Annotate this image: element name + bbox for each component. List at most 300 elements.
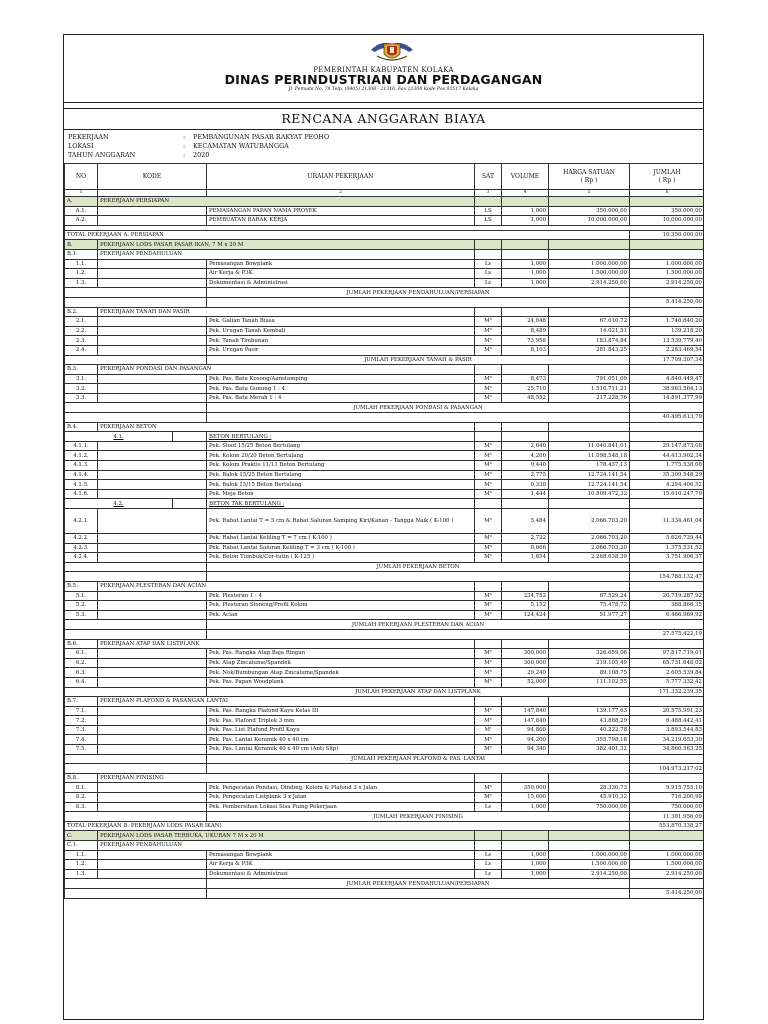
- item-code: [98, 610, 207, 620]
- item-description: Pek. Pas. Batu Kosong/Aanstamping: [207, 374, 475, 384]
- item-description: Air Kerja & P3K: [207, 860, 475, 870]
- item-unit: Ls: [475, 869, 502, 879]
- empty-cell: [173, 499, 207, 509]
- item-number: 1.2.: [65, 269, 98, 279]
- item-unit: Ls: [475, 278, 502, 288]
- item-unit: M³: [475, 345, 502, 355]
- item-total: 13.539.779,40: [630, 336, 705, 346]
- subtotal-label: JUMLAH PEKERJAAN ATAP DAN LISTPLANK: [207, 687, 630, 697]
- empty-cell: [475, 841, 502, 851]
- empty-cell: [502, 307, 549, 317]
- item-description: Pek. Tanah Timbunan: [207, 336, 475, 346]
- column-number: 6: [630, 190, 705, 197]
- empty-cell: [475, 432, 502, 442]
- item-volume: 1,654: [502, 553, 549, 563]
- project-year-row: [64, 151, 703, 160]
- item-number: 7.2.: [65, 716, 98, 726]
- item-description: Pek. Acian: [207, 610, 475, 620]
- item-code: [98, 480, 207, 490]
- item-description: Pek. Rabat Lantai Saluran Keliling T = 3 cm ( K-100 ): [207, 543, 475, 553]
- section-number: C.: [65, 831, 98, 841]
- item-description: Pek. Pengecatan Listplank 3 x Jalan: [207, 793, 475, 803]
- item-unit: M²: [475, 393, 502, 403]
- item-description: Pek. Pembersihan Lokasi Sisa Puing Pekerjaan: [207, 802, 475, 812]
- empty-cell: [630, 581, 705, 591]
- group-number: 4.2.: [65, 499, 173, 509]
- item-volume: 147,840: [502, 716, 549, 726]
- item-unit: Ls: [475, 802, 502, 812]
- item-unit-price: 12.724.141,54: [549, 480, 630, 490]
- subtotal-value: 11.381.956,09: [630, 812, 705, 822]
- group-row: [65, 432, 705, 442]
- subsection-row: [65, 307, 705, 317]
- item-unit-price: 791.051,09: [549, 374, 630, 384]
- item-number: 1.2.: [65, 860, 98, 870]
- item-unit: M': [475, 725, 502, 735]
- item-description: Pek. Atap Zincalume/Spandek: [207, 658, 475, 668]
- item-volume: 29,240: [502, 668, 549, 678]
- item-code: [98, 336, 207, 346]
- item-code: [98, 553, 207, 563]
- location-colon: :: [183, 142, 186, 150]
- item-number: 6.2.: [65, 658, 98, 668]
- document-sheet: [63, 34, 704, 1020]
- subtotal-row: [65, 879, 705, 889]
- item-unit: Ls: [475, 860, 502, 870]
- subsection-row: [65, 422, 705, 432]
- empty-cell: [475, 499, 502, 509]
- subtotal-value: 40.495.613,79: [630, 413, 705, 423]
- table-row: [65, 793, 705, 803]
- empty-cell: [502, 639, 549, 649]
- item-unit: M³: [475, 543, 502, 553]
- item-volume: 73,958: [502, 336, 549, 346]
- table-row: [65, 735, 705, 745]
- table-row: [65, 441, 705, 451]
- empty-cell: [549, 422, 630, 432]
- job-value: PEMBANGUNAN PASAR RAKYAT PEOHO: [193, 133, 330, 141]
- empty-cell: [65, 355, 207, 365]
- item-unit-price: 281.843,25: [549, 345, 630, 355]
- item-volume: 300,000: [502, 649, 549, 659]
- subtotal-label: [207, 297, 630, 307]
- table-row: [65, 706, 705, 716]
- item-description: Pek. Pas. Papan Woodplank: [207, 677, 475, 687]
- item-total: 14.891.377,99: [630, 393, 705, 403]
- subsection-title: PEKERJAAN PLESTERAN DAN ACIAN: [98, 581, 475, 591]
- item-total: 5.626.739,44: [630, 534, 705, 544]
- table-row: [65, 610, 705, 620]
- item-unit-price: 2.914.250,00: [549, 278, 630, 288]
- item-description: Pek. Balok 15/15 Beton Bertulang: [207, 480, 475, 490]
- item-total: 5.777.332,42: [630, 677, 705, 687]
- item-unit-price: 1.000.000,00: [549, 850, 630, 860]
- total-label: TOTAL PEKERJAAN A. PERSIAPAN: [65, 230, 630, 240]
- empty-cell: [65, 764, 207, 774]
- item-unit-price: 217.228,76: [549, 393, 630, 403]
- table-row: [65, 850, 705, 860]
- item-code: [98, 649, 207, 659]
- subtotal-value: 154.788.132,47: [630, 572, 705, 582]
- subsection-title: PEKERJAAN FINISING: [98, 773, 475, 783]
- total-value: 10.350.000,00: [630, 230, 705, 240]
- subtotal-label: [207, 629, 630, 639]
- header-no: NO: [65, 164, 98, 190]
- subtotal-row: [65, 297, 705, 307]
- empty-cell: [65, 879, 207, 889]
- item-number: 4.1.6.: [65, 489, 98, 499]
- item-unit: M²: [475, 706, 502, 716]
- item-total: 38.963.564,13: [630, 384, 705, 394]
- empty-cell: [630, 249, 705, 259]
- table-row: [65, 489, 705, 499]
- subsection-number: B.7.: [65, 697, 98, 707]
- item-unit-price: 67.010,72: [549, 317, 630, 327]
- item-volume: 52,000: [502, 677, 549, 687]
- item-number: 1.3.: [65, 869, 98, 879]
- header-unit-price: HARGA SATUAN ( Rp ): [549, 164, 630, 190]
- agency-address: Jl. Pemuda No. 78 Telp. (0405) 21308 - 21316, Fax 21308 Kode Pos 93517 Kolaka: [288, 87, 479, 92]
- empty-cell: [502, 240, 549, 250]
- subtotal-value: 104.973.217,02: [630, 764, 705, 774]
- empty-cell: [630, 422, 705, 432]
- subsection-title: PEKERJAAN PLAFOND & PASANGAN LANTAI: [98, 697, 475, 707]
- item-description: Pek. Plesteran Sloneng/Profil Kolom: [207, 601, 475, 611]
- empty-cell: [65, 754, 207, 764]
- item-volume: 2,722: [502, 534, 549, 544]
- item-description: Pek. Meja Beton: [207, 489, 475, 499]
- budget-table-body: [65, 197, 705, 899]
- item-volume: 5,484: [502, 509, 549, 534]
- item-code: [98, 278, 207, 288]
- item-number: 3.1.: [65, 374, 98, 384]
- item-volume: 94,800: [502, 725, 549, 735]
- item-code: [98, 393, 207, 403]
- table-row: [65, 374, 705, 384]
- item-number: 7.4.: [65, 735, 98, 745]
- item-description: Dokumentasi & Administrasi: [207, 278, 475, 288]
- item-volume: 1,444: [502, 489, 549, 499]
- item-code: [98, 735, 207, 745]
- empty-cell: [630, 499, 705, 509]
- item-number: 8.1.: [65, 783, 98, 793]
- empty-cell: [65, 620, 207, 630]
- item-code: [98, 216, 207, 226]
- item-total: 388.866,35: [630, 601, 705, 611]
- subtotal-label: JUMLAH PEKERJAAN PONDASI & PASANGAN: [207, 403, 630, 413]
- item-volume: 2,640: [502, 441, 549, 451]
- empty-cell: [65, 562, 207, 572]
- item-description: Pek. Pas. Lantai Keramik 40 x 40 cm: [207, 735, 475, 745]
- empty-cell: [630, 639, 705, 649]
- empty-cell: [630, 773, 705, 783]
- item-unit-price: 2.268.638,39: [549, 553, 630, 563]
- item-unit: M³: [475, 384, 502, 394]
- section-title: PEKERJAAN LODS PASAR PASAR IKAN, 7 M x 20 M: [98, 240, 475, 250]
- item-unit: M³: [475, 668, 502, 678]
- item-total: 6.466.969,92: [630, 610, 705, 620]
- column-number: 4: [502, 190, 549, 197]
- subsection-row: [65, 773, 705, 783]
- empty-cell: [549, 581, 630, 591]
- item-code: [98, 716, 207, 726]
- item-total: 34.219.653,30: [630, 735, 705, 745]
- table-row: [65, 269, 705, 279]
- item-unit: M³: [475, 326, 502, 336]
- item-code: [98, 860, 207, 870]
- empty-cell: [65, 687, 207, 697]
- item-unit: M²: [475, 658, 502, 668]
- item-unit-price: 2.066.703,20: [549, 543, 630, 553]
- item-unit: M³: [475, 461, 502, 471]
- empty-cell: [630, 697, 705, 707]
- empty-cell: [475, 831, 502, 841]
- item-volume: 94,340: [502, 745, 549, 755]
- table-row: [65, 716, 705, 726]
- column-number: 3: [475, 190, 502, 197]
- empty-cell: [549, 841, 630, 851]
- table-row: [65, 601, 705, 611]
- header-volume: VOLUME: [502, 164, 549, 190]
- item-code: [98, 451, 207, 461]
- subtotal-row: [65, 413, 705, 423]
- item-unit-price: 43.888,29: [549, 716, 630, 726]
- item-description: Pek. Pas. Batu Gunung 1 : 4: [207, 384, 475, 394]
- subsection-number: B.5.: [65, 581, 98, 591]
- item-volume: 1,000: [502, 802, 549, 812]
- item-volume: 25,710: [502, 384, 549, 394]
- item-code: [98, 269, 207, 279]
- empty-cell: [549, 697, 630, 707]
- table-row: [65, 668, 705, 678]
- subtotal-row: [65, 620, 705, 630]
- item-volume: 9,440: [502, 461, 549, 471]
- subtotal-value: [630, 879, 705, 889]
- item-code: [98, 509, 207, 534]
- item-code: [98, 706, 207, 716]
- item-unit-price: 355.798,18: [549, 735, 630, 745]
- item-total: 3.893.544,83: [630, 725, 705, 735]
- empty-cell: [475, 307, 502, 317]
- item-unit-price: 750.000,00: [549, 802, 630, 812]
- empty-cell: [549, 639, 630, 649]
- item-code: [98, 677, 207, 687]
- item-volume: 0,666: [502, 543, 549, 553]
- item-unit-price: 89.108,75: [549, 668, 630, 678]
- item-volume: 15,600: [502, 793, 549, 803]
- subsection-row: [65, 365, 705, 375]
- item-unit-price: 14.021,51: [549, 326, 630, 336]
- item-unit-price: 40.222,78: [549, 725, 630, 735]
- item-unit-price: 11.098.548,18: [549, 451, 630, 461]
- item-number: 7.5.: [65, 745, 98, 755]
- subtotal-row: [65, 562, 705, 572]
- project-location-row: [64, 142, 703, 151]
- item-code: [98, 725, 207, 735]
- item-unit-price: 51.977,27: [549, 610, 630, 620]
- header-total: JUMLAH ( Rp ): [630, 164, 705, 190]
- item-code: [98, 534, 207, 544]
- item-description: Pek. Pas. Rangka Plafond Kayu Kelas III: [207, 706, 475, 716]
- item-total: 20.575.991,23: [630, 706, 705, 716]
- empty-cell: [549, 773, 630, 783]
- item-number: 5.2.: [65, 601, 98, 611]
- table-row: [65, 345, 705, 355]
- subtotal-label: [207, 888, 630, 898]
- total-value: 553.870.338,27: [630, 821, 705, 831]
- item-code: [98, 461, 207, 471]
- empty-cell: [173, 432, 207, 442]
- table-row: [65, 677, 705, 687]
- subsection-number: B.8.: [65, 773, 98, 783]
- item-number: 6.1.: [65, 649, 98, 659]
- item-number: 1.3.: [65, 278, 98, 288]
- item-unit-price: 12.724.141,54: [549, 470, 630, 480]
- item-total: 65.731.648,02: [630, 658, 705, 668]
- item-total: 3.751.906,37: [630, 553, 705, 563]
- item-total: 35.309.548,29: [630, 470, 705, 480]
- item-unit: LS: [475, 216, 502, 226]
- item-unit: M³: [475, 480, 502, 490]
- item-unit: LS: [475, 206, 502, 216]
- item-volume: 4,200: [502, 451, 549, 461]
- item-code: [98, 489, 207, 499]
- item-code: [98, 850, 207, 860]
- subsection-number: B.2.: [65, 307, 98, 317]
- item-volume: 8,489: [502, 326, 549, 336]
- item-code: [98, 441, 207, 451]
- empty-cell: [65, 629, 207, 639]
- empty-cell: [502, 697, 549, 707]
- subsection-row: [65, 249, 705, 259]
- year-value: 2020: [193, 151, 210, 159]
- item-unit: M²: [475, 783, 502, 793]
- subtotal-row: [65, 687, 705, 697]
- empty-cell: [549, 365, 630, 375]
- item-unit: M³: [475, 317, 502, 327]
- item-volume: 124,424: [502, 610, 549, 620]
- subtotal-value: [630, 288, 705, 298]
- empty-cell: [502, 197, 549, 207]
- item-number: 8.3.: [65, 802, 98, 812]
- item-unit-price: 326.059,06: [549, 649, 630, 659]
- item-unit: Ls: [475, 259, 502, 269]
- item-unit-price: 178.437,13: [549, 461, 630, 471]
- item-unit-price: 219.105,49: [549, 658, 630, 668]
- item-volume: 1,000: [502, 860, 549, 870]
- item-total: 11.334.461,04: [630, 509, 705, 534]
- subtotal-value: 5.414.250,00: [630, 888, 705, 898]
- subtotal-row: [65, 812, 705, 822]
- subsection-row: [65, 639, 705, 649]
- section-row: [65, 197, 705, 207]
- item-code: [98, 374, 207, 384]
- item-volume: 350,000: [502, 783, 549, 793]
- item-number: 1.1.: [65, 850, 98, 860]
- empty-cell: [65, 888, 207, 898]
- empty-cell: [502, 499, 549, 509]
- total-row: [65, 230, 705, 240]
- item-description: Pek. Galian Tanah Biasa: [207, 317, 475, 327]
- item-description: Pek. Urugan Tanah Kembali: [207, 326, 475, 336]
- item-total: 44.413.902,34: [630, 451, 705, 461]
- item-description: Pek. Beton Tumbuk/Cor-tutin ( K-125 ): [207, 553, 475, 563]
- item-unit-price: 87.529,24: [549, 591, 630, 601]
- item-description: Pek. Pas. List Plafond Profil Kayu: [207, 725, 475, 735]
- item-total: 4.840.449,47: [630, 374, 705, 384]
- item-total: 4.294.406,52: [630, 480, 705, 490]
- item-unit: M²: [475, 591, 502, 601]
- subsection-row: [65, 581, 705, 591]
- empty-cell: [502, 841, 549, 851]
- item-code: [98, 802, 207, 812]
- item-unit: M³: [475, 470, 502, 480]
- item-unit-price: 111.102,55: [549, 677, 630, 687]
- item-code: [98, 384, 207, 394]
- item-unit: Ls: [475, 850, 502, 860]
- item-unit-price: 350.000,00: [549, 206, 630, 216]
- empty-cell: [65, 812, 207, 822]
- item-total: 34.860.563,25: [630, 745, 705, 755]
- empty-cell: [549, 432, 630, 442]
- item-total: 2.914.250,00: [630, 278, 705, 288]
- year-colon: :: [183, 151, 186, 159]
- table-row: [65, 591, 705, 601]
- item-code: [98, 470, 207, 480]
- item-total: 1.000.000,00: [630, 850, 705, 860]
- item-volume: 5,152: [502, 601, 549, 611]
- table-row: [65, 480, 705, 490]
- item-number: 2.1.: [65, 317, 98, 327]
- item-number: 7.1.: [65, 706, 98, 716]
- table-row: [65, 216, 705, 226]
- empty-cell: [502, 773, 549, 783]
- item-number: 5.3.: [65, 610, 98, 620]
- empty-cell: [65, 572, 207, 582]
- empty-cell: [502, 831, 549, 841]
- item-volume: 1,000: [502, 850, 549, 860]
- section-number: B.: [65, 240, 98, 250]
- item-unit: M³: [475, 451, 502, 461]
- item-unit-price: 11.040.841,01: [549, 441, 630, 451]
- item-total: 2.283.469,54: [630, 345, 705, 355]
- item-number: 4.1.3.: [65, 461, 98, 471]
- item-description: Pek. Urugan Pasir: [207, 345, 475, 355]
- group-title: BETON TAK BERTULANG :: [207, 499, 475, 509]
- table-row: [65, 326, 705, 336]
- item-code: [98, 793, 207, 803]
- empty-cell: [630, 432, 705, 442]
- table-row: [65, 725, 705, 735]
- empty-cell: [65, 413, 207, 423]
- subtotal-label: JUMLAH PEKERJAAN PENDAHULUAN/PERSIAPAN: [207, 879, 630, 889]
- item-unit: M³: [475, 489, 502, 499]
- item-description: Pek. Pas. Rangka Atap Baja Ringan: [207, 649, 475, 659]
- empty-cell: [502, 365, 549, 375]
- item-number: 4.2.4.: [65, 553, 98, 563]
- item-total: 1.775.538,08: [630, 461, 705, 471]
- table-row: [65, 553, 705, 563]
- subtotal-value: [630, 403, 705, 413]
- item-total: 15.610.247,79: [630, 489, 705, 499]
- item-number: 4.1.4.: [65, 470, 98, 480]
- empty-cell: [65, 288, 207, 298]
- empty-cell: [475, 581, 502, 591]
- empty-cell: [630, 841, 705, 851]
- location-label: LOKASI: [68, 142, 94, 150]
- empty-cell: [475, 773, 502, 783]
- item-volume: 147,840: [502, 706, 549, 716]
